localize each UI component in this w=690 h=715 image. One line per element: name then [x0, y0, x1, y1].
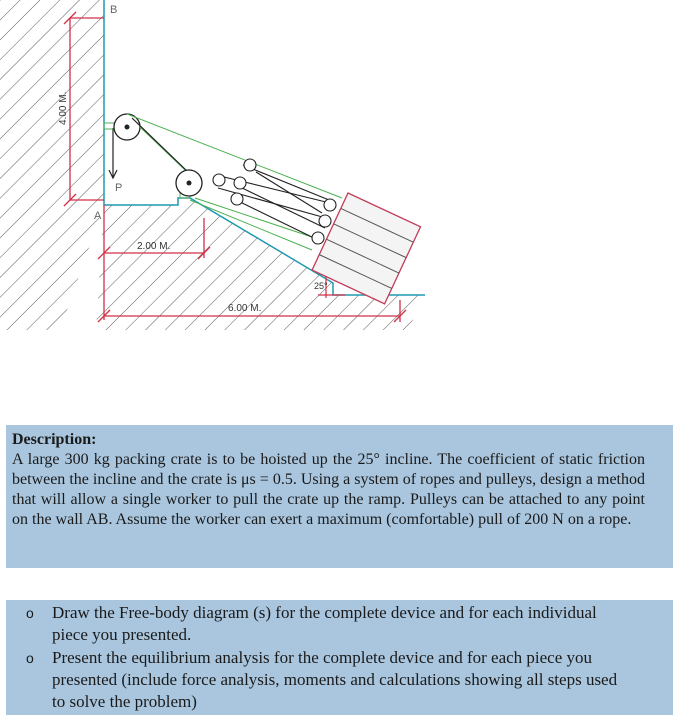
description-panel	[6, 425, 673, 568]
offset-label: 2.00 M.	[137, 241, 171, 252]
rope-black	[132, 118, 188, 172]
incline-pulley-diagram	[0, 0, 690, 340]
bullet-icon: o	[26, 605, 34, 621]
height-label: 4.00 M.	[58, 91, 69, 125]
bullet-icon: o	[26, 650, 34, 666]
point-a-label: A	[94, 210, 102, 222]
task-text-equilibrium: Present the equilibrium analysis for the complete device and for each piece you presented (include force analysis, moments and calculations showing all steps used to solve the problem)	[52, 648, 618, 711]
wall-hatch	[0, 0, 104, 330]
description-title: Description:	[12, 431, 97, 448]
force-p-arrow	[109, 128, 117, 178]
task-item-fbd	[24, 602, 633, 646]
task-list-panel	[6, 600, 673, 715]
middle-pulley	[176, 170, 202, 196]
task-list	[24, 602, 633, 713]
angle-label: 25°	[314, 281, 328, 291]
point-b-label: B	[110, 4, 118, 16]
task-item-equilibrium	[24, 647, 633, 713]
base-label: 6.00 M.	[228, 303, 262, 314]
force-p-label: P	[115, 182, 123, 194]
task-text-fbd: Draw the Free-body diagram (s) for the complete device and for each individual piece you presented.	[52, 603, 597, 644]
description-body: A large 300 kg packing crate is to be hoisted up the 25° incline. The coefficient of static friction between the incline and the crate is μs = 0.5. Using a system of ropes and pulleys, design a method that will allow a single worker to pull the crate up the ramp. Pulleys can be attached to any point on the wall AB. Assume the worker can exert a maximum (comfortable) pull of 200 N on a rope.	[12, 451, 645, 528]
